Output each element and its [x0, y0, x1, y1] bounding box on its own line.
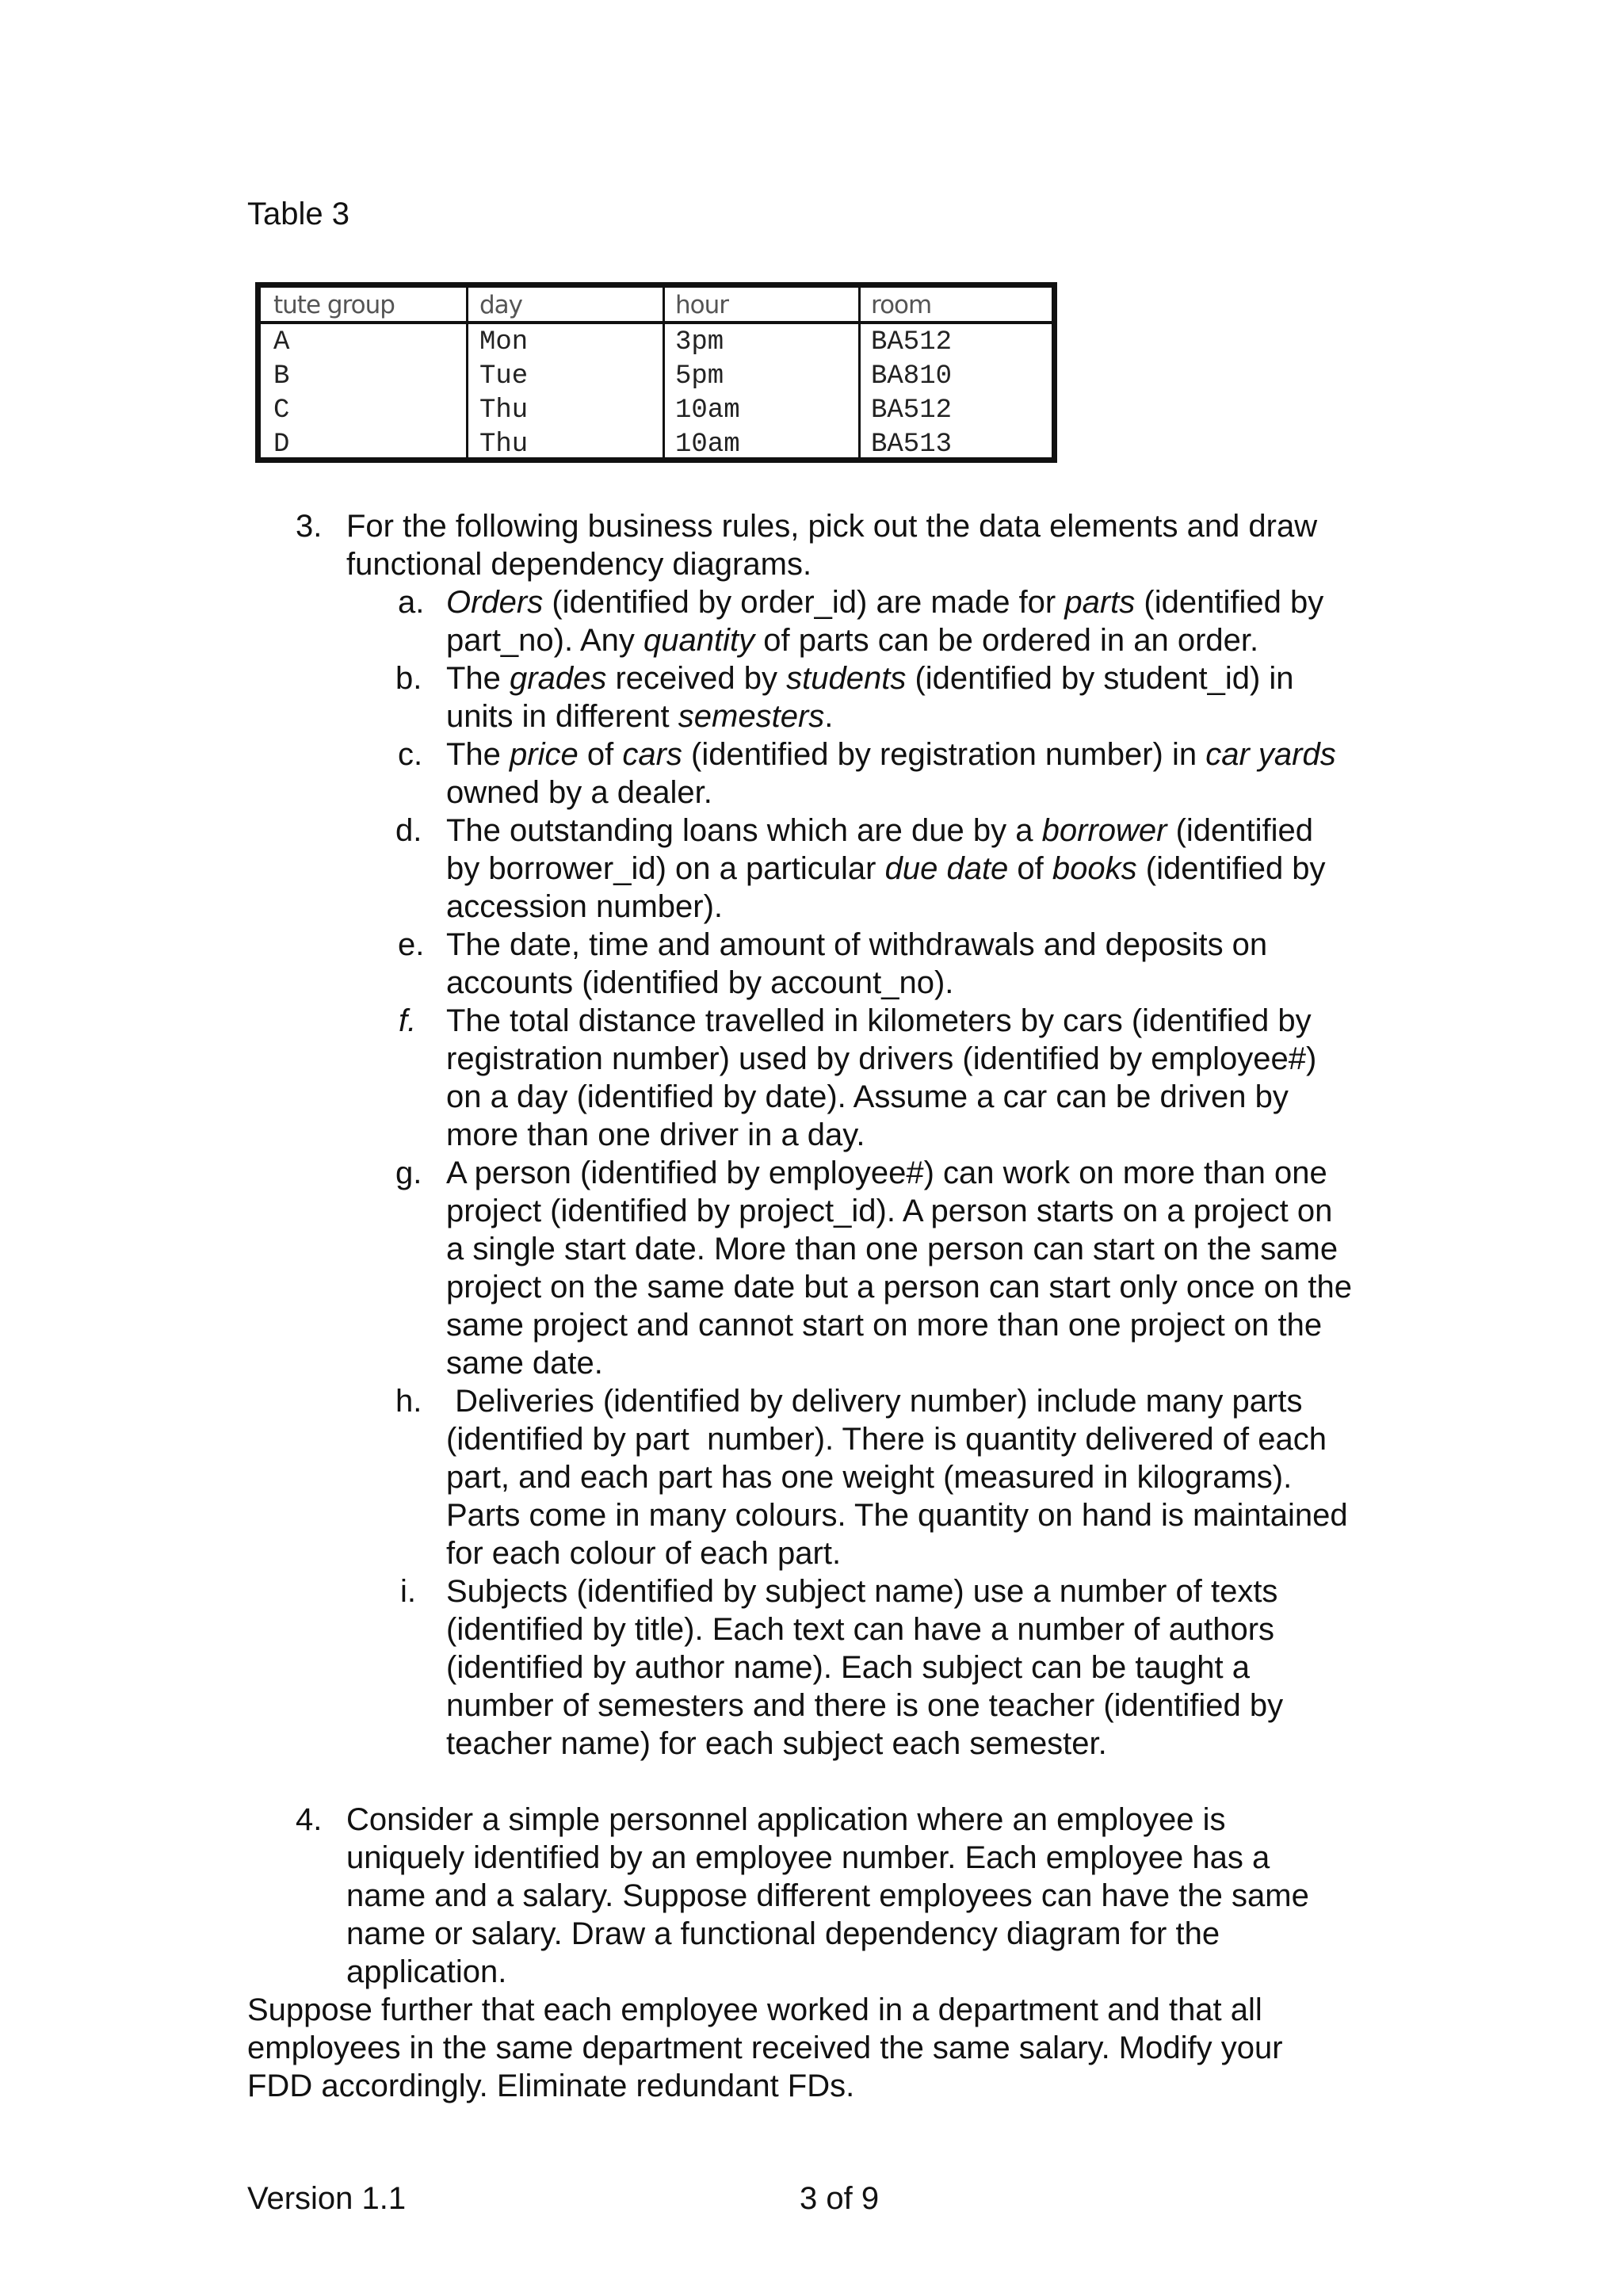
q3-line: functional dependency diagrams. — [346, 547, 812, 582]
table-cell: BA513 — [871, 430, 953, 460]
item-a-line: Orders (identified by order_id) are made for parts (identified by — [446, 585, 1324, 620]
item-g-line: project on the same date but a person can start only once on the — [446, 1270, 1352, 1305]
item-d-line: by borrower_id) on a particular due date of books (identified by — [446, 851, 1326, 886]
table-cell: C — [273, 395, 290, 426]
item-c-line: owned by a dealer. — [446, 775, 712, 810]
item-h-line: Parts come in many colours. The quantity on hand is maintained — [446, 1498, 1348, 1533]
table-cell: 10am — [675, 430, 740, 460]
item-f-line: registration number) used by drivers (identified by employee#) — [446, 1041, 1317, 1076]
item-a-label: a. — [398, 585, 425, 620]
q3-number: 3. — [296, 509, 323, 544]
item-f-label: f. — [399, 1003, 417, 1038]
item-i-label: i. — [400, 1574, 416, 1609]
item-g-line: A person (identified by employee#) can work on more than one — [446, 1156, 1327, 1190]
item-b-line: units in different semesters. — [446, 699, 834, 734]
item-e-label: e. — [398, 927, 425, 962]
item-i-line: Subjects (identified by subject name) use a number of texts — [446, 1574, 1278, 1609]
item-c-label: c. — [398, 737, 423, 772]
table-cell: BA512 — [871, 395, 953, 426]
table-cell: B — [273, 361, 290, 392]
footer-version: Version 1.1 — [247, 2181, 407, 2216]
table-cell: Thu — [479, 395, 529, 426]
q4-followup-line: Suppose further that each employee worked in a department and that all — [247, 1992, 1262, 2027]
item-g-line: project (identified by project_id). A person starts on a project on — [446, 1194, 1333, 1228]
item-g-line: same date. — [446, 1346, 603, 1381]
header-day: day — [479, 291, 523, 319]
item-d-label: d. — [395, 813, 422, 848]
footer-page-number: 3 of 9 — [800, 2181, 880, 2216]
item-i-line: teacher name) for each subject each semester. — [446, 1726, 1107, 1761]
item-g-line: a single start date. More than one person can start on the same — [446, 1232, 1338, 1266]
table-cell: Thu — [479, 430, 529, 460]
item-b-line: The grades received by students (identified by student_id) in — [446, 661, 1294, 696]
header-room: room — [871, 291, 932, 319]
item-i-line: number of semesters and there is one teacher (identified by — [446, 1688, 1284, 1723]
item-d-line: accession number). — [446, 889, 724, 924]
table-cell: 5pm — [675, 361, 724, 392]
item-h-line: Deliveries (identified by delivery number) include many parts — [446, 1384, 1303, 1419]
q4-line: name and a salary. Suppose different employees can have the same — [346, 1878, 1309, 1913]
table-cell: Mon — [479, 327, 529, 357]
table-cell: A — [273, 327, 290, 357]
q4-followup-line: FDD accordingly. Eliminate redundant FDs. — [247, 2069, 855, 2103]
q4-followup-line: employees in the same department received the same salary. Modify your — [247, 2030, 1283, 2065]
q4-number: 4. — [296, 1802, 323, 1837]
item-f-line: more than one driver in a day. — [446, 1117, 865, 1152]
item-h-line: for each colour of each part. — [446, 1536, 842, 1571]
item-h-label: h. — [395, 1384, 422, 1419]
table-cell: D — [273, 430, 290, 460]
table-cell: Tue — [479, 361, 529, 392]
q4-line: name or salary. Draw a functional dependency diagram for the — [346, 1916, 1220, 1951]
q4-line: uniquely identified by an employee number. Each employee has a — [346, 1840, 1270, 1875]
header-tute-group: tute group — [273, 291, 395, 319]
item-d-line: The outstanding loans which are due by a borrower (identified — [446, 813, 1314, 848]
table-cell: 3pm — [675, 327, 724, 357]
item-h-line: part, and each part has one weight (measured in kilograms). — [446, 1460, 1293, 1495]
item-a-line: part_no). Any quantity of parts can be ordered in an order. — [446, 623, 1259, 658]
item-c-line: The price of cars (identified by registration number) in car yards — [446, 737, 1336, 772]
item-g-label: g. — [395, 1156, 422, 1190]
q4-line: Consider a simple personnel application where an employee is — [346, 1802, 1226, 1837]
item-b-label: b. — [395, 661, 422, 696]
item-f-line: The total distance travelled in kilometers by cars (identified by — [446, 1003, 1312, 1038]
item-h-line: (identified by part number). There is quantity delivered of each — [446, 1422, 1327, 1457]
table-caption: Table 3 — [247, 197, 349, 231]
item-e-line: The date, time and amount of withdrawals and deposits on — [446, 927, 1268, 962]
item-i-line: (identified by author name). Each subject can be taught a — [446, 1650, 1250, 1685]
schedule-table — [255, 282, 1057, 463]
item-i-line: (identified by title). Each text can have a number of authors — [446, 1612, 1275, 1647]
item-f-line: on a day (identified by date). Assume a car can be driven by — [446, 1079, 1289, 1114]
table-cell: 10am — [675, 395, 740, 426]
table-cell: BA512 — [871, 327, 953, 357]
item-g-line: same project and cannot start on more than one project on the — [446, 1308, 1323, 1343]
item-e-line: accounts (identified by account_no). — [446, 965, 954, 1000]
header-hour: hour — [675, 291, 729, 319]
q3-line: For the following business rules, pick out the data elements and draw — [346, 509, 1318, 544]
q4-line: application. — [346, 1954, 507, 1989]
table-cell: BA810 — [871, 361, 953, 392]
